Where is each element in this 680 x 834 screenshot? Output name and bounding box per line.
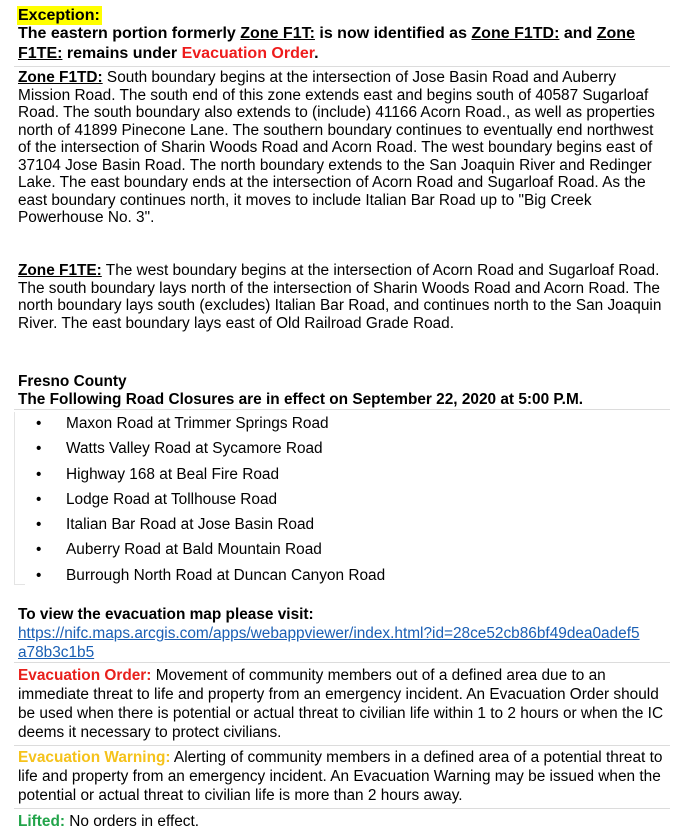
zone-f1te-ref: Zone F1TE: <box>18 25 635 62</box>
divider <box>14 745 670 746</box>
evacuation-order-ref: Evacuation Order <box>181 45 315 62</box>
zone-f1td-description: Zone F1TD: South boundary begins at the intersection of Jose Basin Road and Auberry Mission Road. The south end of this zone extends east and begins south of 40587 Sugarloaf Road. The south boundary also extends to (include) 41166 Acorn Road., as well as properties north of 41899 Pinecone Lane. The southern boundary continues to eventually end northwest of the intersection of Sharin Woods Road and Acorn Road. The west boundary begins east of 37104 Jose Basin Road. The north boundary extends to the San Joaquin River and Redinger Lake. The east boundary ends at the intersection of Acorn Road and Sugarloaf Road. As the east boundary continues north, it moves to include Italian Bar Road up to "Big Creek Powerhouse No. 3". <box>18 69 655 226</box>
lifted-definition: Lifted: No orders in effect. <box>18 813 200 830</box>
evacuation-map-link[interactable]: https://nifc.maps.arcgis.com/apps/webappviewer/index.html?id=28ce52cb86bf49dea0adef5a78b3c1b5 <box>18 625 640 661</box>
divider <box>14 662 670 663</box>
zone-f1td-label: Zone F1TD: <box>18 69 103 86</box>
road-closures-heading <box>18 373 668 409</box>
zone-f1td-ref: Zone F1TD: <box>471 25 560 42</box>
evacuation-warning-definition: Evacuation Warning: Alerting of community members in a defined area of a potential threat to life and property from an emergency incident. An Evacuation Warning may be issued when the potential or actual threat to civilian life is more than 2 hours away. <box>18 749 663 804</box>
closures-list-border <box>14 412 25 585</box>
closures-effective-date: The Following Road Closures are in effect on September 22, 2020 at 5:00 P.M. <box>18 391 584 408</box>
divider <box>14 66 670 67</box>
zone-f1te-description: Zone F1TE: The west boundary begins at the intersection of Acorn Road and Sugarloaf Road. The south boundary lays north of the intersection of Sharin Woods Road and Acorn Road. The north boundary lays south (excludes) Italian Bar Road, and continues north to the San Joaquin River. The east boundary lays east of Old Railroad Grade Road. <box>18 262 662 332</box>
evacuation-order-term: Evacuation Order: <box>18 667 152 684</box>
exception-statement: The eastern portion formerly Zone F1T: is now identified as Zone F1TD: and Zone F1TE: remains under Evacuation Order. <box>18 25 635 62</box>
evacuation-map-heading: To view the evacuation map please visit: <box>18 606 314 623</box>
evacuation-warning-term: Evacuation Warning: <box>18 749 171 766</box>
zone-f1te-label: Zone F1TE: <box>18 262 102 279</box>
divider <box>14 808 670 809</box>
evacuation-notice-page: Exception: The eastern portion formerly Zone F1T: is now identified as Zone F1TD: and Zone F1TE: remains under Evacuation Order. Zone F1TD: South boundary begins at the intersection of Jose Basin Road and Auberry Mission Road. The south end of this zone extends east and begins south of 40587 Sugarloaf Road. The south boundary also extends to (include) 41166 Acorn Road., as well as properties north of 41899 Pinecone Lane. The southern boundary continues to eventually end northwest of the intersection of Sharin Woods Road and Acorn Road. The west boundary begins east of 37104 Jose Basin Road. The north boundary extends to the San Joaquin River and Redinger Lake. The east boundary ends at the intersection of Acorn Road and Sugarloaf Road. As the east boundary continues north, it moves to include Italian Bar Road up to "Big Creek Powerhouse No. 3". Zone F1TE: The west boundary begins at the intersection of Acorn Road and Sugarloaf Road. The south boundary lays north of the intersection of Sharin Woods Road and Acorn Road. The north boundary lays south (excludes) Italian Bar Road, and continues north to the San Joaquin River. The east boundary lays east of Old Railroad Grade Road. Fresno County The Following Road Closures are in effect on September 22, 2020 at 5:00 P.M. • Maxon Road at Trimmer Springs Road • Watts Valley Road at Sycamore Road • Highway 168 at Beal Fire Road • Lodge Road at Tollhouse Road • Italian Bar Road at Jose Basin Road • Auberry Road at Bald Mountain Road • Burrough North Road at Duncan Canyon Road To view the evacuation map please visit: https://nifc.maps.arcgis.com/apps/webappviewer/index.html?id=28ce52cb86bf49dea0adef5a78b3c1b5 Evacuation Order: Movement of community members out of a defined area due to an immediate threat to life and property from an emergency incident. An Evacuation Order should be used when there is potential or actual threat to civilian life within 1 to 2 hours or when the IC deems it necessary to protect civilians. Evacuation Warning: Alerting of community members in a defined area of a potential threat to life and property from an emergency incident. An Evacuation Warning may be issued when the potential or actual threat to civilian life is more than 2 hours away. Lifted: No orders in effect. <box>0 0 680 834</box>
county-name: Fresno County <box>18 373 127 390</box>
divider <box>14 409 670 410</box>
evacuation-order-definition: Evacuation Order: Movement of community members out of a defined area due to an immediate threat to life and property from an emergency incident. An Evacuation Order should be used when there is potential or actual threat to civilian life within 1 to 2 hours or when the IC deems it necessary to protect civilians. <box>18 667 664 741</box>
exception-label: Exception: <box>18 7 100 24</box>
lifted-term: Lifted: <box>18 813 66 830</box>
zone-f1t-ref: Zone F1T: <box>240 25 315 42</box>
